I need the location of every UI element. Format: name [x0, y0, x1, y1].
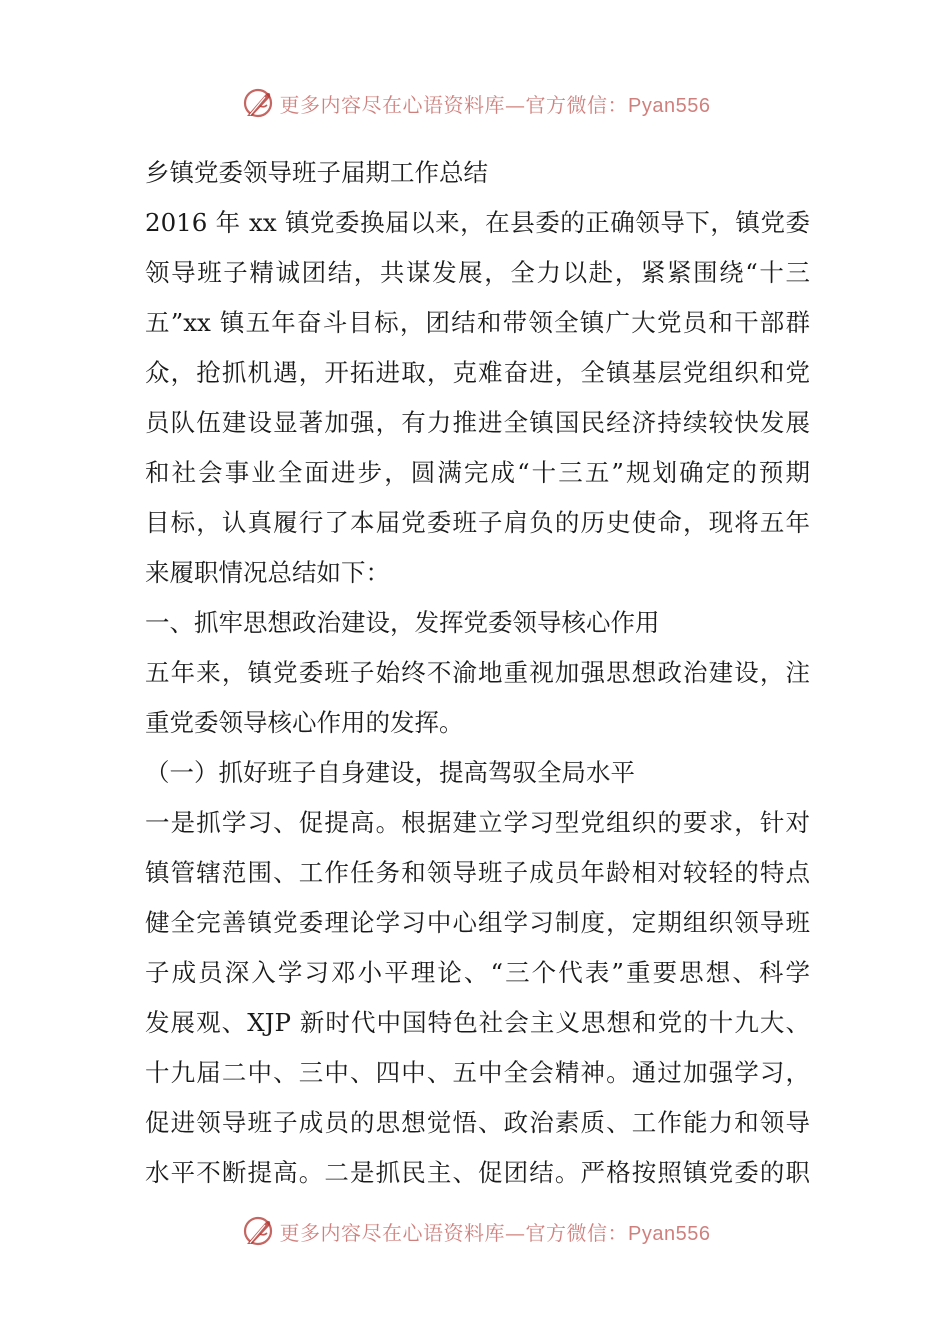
watermark-wechat-id: Pyan556 [628, 94, 711, 117]
watermark-text [280, 1217, 711, 1246]
watermark-wechat-id: Pyan556 [628, 1222, 711, 1245]
quill-pen-logo-icon [240, 1213, 276, 1249]
document-line: 发展观、XJP 新时代中国特色社会主义思想和党的十九大、 [145, 1008, 810, 1037]
document-line: 五”xx 镇五年奋斗目标，团结和带领全镇广大党员和干部群 [145, 308, 810, 337]
watermark-text [280, 89, 711, 118]
document-line: 目标，认真履行了本届党委班子肩负的历史使命，现将五年 [145, 508, 810, 537]
watermark-wechat-label: 官方微信： [525, 1220, 629, 1245]
watermark-wechat-label: 官方微信： [525, 92, 629, 117]
document-line: 众，抢抓机遇，开拓进取，克难奋进，全镇基层党组织和党 [145, 358, 810, 387]
document-body [145, 148, 810, 1198]
subsection-heading: （一）抓好班子自身建设，提高驾驭全局水平 [145, 758, 635, 787]
section-heading: 一、抓牢思想政治建设，发挥党委领导核心作用 [145, 608, 660, 637]
document-line: 健全完善镇党委理论学习中心组学习制度，定期组织领导班 [145, 908, 810, 937]
watermark-brand: 更多内容尽在心语资料库 [279, 92, 506, 117]
document-line: 一是抓学习、促提高。根据建立学习型党组织的要求，针对 [145, 808, 810, 837]
document-line: 2016 年 xx 镇党委换届以来，在县委的正确领导下，镇党委 [145, 208, 810, 237]
watermark-dash: — [505, 92, 526, 117]
document-line: 领导班子精诚团结，共谋发展，全力以赴，紧紧围绕“十三 [145, 258, 810, 287]
document-line: 促进领导班子成员的思想觉悟、政治素质、工作能力和领导 [145, 1108, 810, 1137]
watermark-brand: 更多内容尽在心语资料库 [279, 1220, 506, 1245]
document-line: 员队伍建设显著加强，有力推进全镇国民经济持续较快发展 [145, 408, 810, 437]
document-line: 镇管辖范围、工作任务和领导班子成员年龄相对较轻的特点 [145, 858, 810, 887]
document-line: 子成员深入学习邓小平理论、“三个代表”重要思想、科学 [145, 958, 810, 987]
document-line: 和社会事业全面进步，圆满完成“十三五”规划确定的预期 [145, 458, 810, 487]
quill-pen-logo-icon [240, 85, 276, 121]
document-line: 十九届二中、三中、四中、五中全会精神。通过加强学习， [145, 1058, 810, 1087]
document-line: 五年来，镇党委班子始终不渝地重视加强思想政治建设，注 [145, 658, 810, 687]
document-line: 水平不断提高。二是抓民主、促团结。严格按照镇党委的职 [145, 1158, 810, 1187]
watermark-banner-top [0, 78, 950, 128]
watermark-dash: — [505, 1220, 526, 1245]
document-title: 乡镇党委领导班子届期工作总结 [145, 158, 488, 187]
document-line: 来履职情况总结如下： [145, 558, 390, 587]
document-line: 重党委领导核心作用的发挥。 [145, 708, 464, 737]
watermark-banner-bottom [0, 1206, 950, 1256]
